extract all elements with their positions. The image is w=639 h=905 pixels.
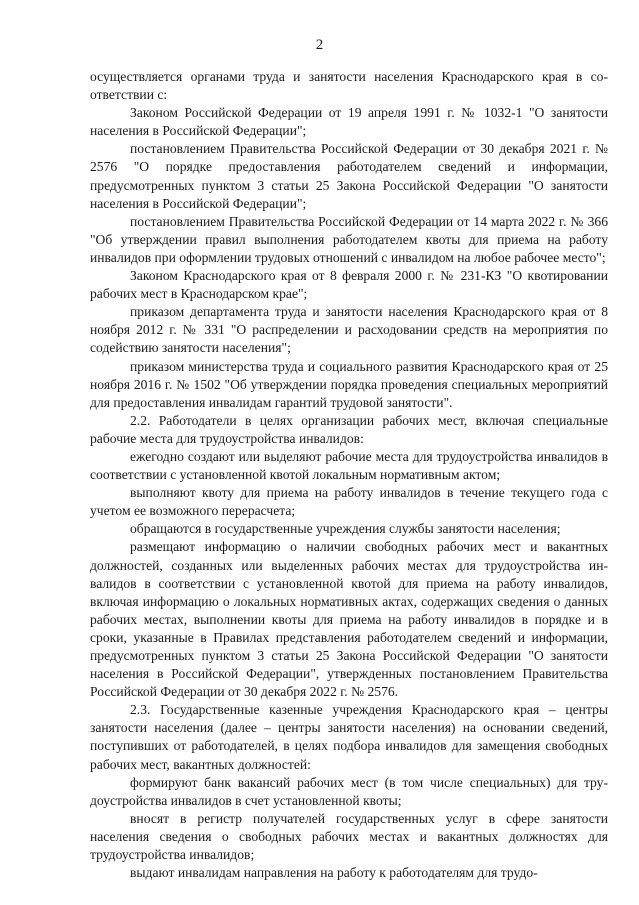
paragraph: вносят в регистр получателей государственных услуг в сфере занятости населения сведения о свободных рабочих местах и вакантных должностях для трудоустройства инвалидов;: [90, 810, 608, 863]
paragraph: выполняют квоту для приема на работу инвалидов в течение текущего года с учетом ее возможного перерасчета;: [90, 485, 608, 519]
paragraph: размещают информацию о наличии свободных рабочих мест и вакантных должностей, созданных или выделенных рабочих местах для трудоустройства инвалидов в соответствии с установленной квотой для приема на работу инвалидов, включая информацию о локальных нормативных актах, содержащих сведения о данных рабочих местах, выполнении квоты для приема на работу инвалидов в порядке и в сроки, указанные в Правилах представления работодателем сведений и информации, предусмотренных пунктом 3 статьи 25 Закона Российской Федерации "О занятости населения в Российской Федерации", утвержденных постановлением Правительства Российской Федерации от 30 декабря 2022 г. № 2576.: [90, 539, 608, 700]
paragraph: 2.3. Государственные казенные учреждения Краснодарского края – центры занятости населения (далее – центры занятости населения) на основании сведений, поступивших от работодателей, в целях подбора инвалидов для замещения свободных рабочих мест, вакантных должностей:: [90, 702, 608, 772]
paragraph: осуществляется органами труда и занятости населения Краснодарского края в соответствии с:: [90, 69, 608, 103]
paragraph: ежегодно создают или выделяют рабочие места для трудоустройства инвалидов в соответствии с установленной квотой локальным нормативным актом;: [90, 448, 608, 483]
paragraph: Законом Краснодарского края от 8 февраля 2000 г. № 231-КЗ "О квотировании рабочих мест в Краснодарском крае";: [90, 268, 608, 302]
paragraph: обращаются в государственные учреждения службы занятости населения;: [130, 521, 561, 537]
document-body: [90, 68, 608, 882]
paragraph: приказом министерства труда и социального развития Краснодарского края от 25 ноября 2016 г. № 1502 "Об утверждении порядка проведения специальных мероприятий для предоставления инвалидам гарантий трудовой занятости".: [90, 358, 608, 410]
paragraph: формируют банк вакансий рабочих мест (в том числе специальных) для трудоустройства инвалидов в счет установленной квоты;: [90, 774, 608, 808]
paragraph: выдают инвалидам направления на работу к работодателям для трудо-: [130, 865, 538, 881]
paragraph: постановлением Правительства Российской Федерации от 30 декабря 2021 г. № 2576 "О порядке предоставления работодателем сведений и информации, предусмотренных пунктом 3 статьи 25 Закона Российской Федерации "О занятости населения в Российской Федерации";: [90, 141, 608, 211]
paragraph: приказом департамента труда и занятости населения Краснодарского края от 8 ноября 2012 г. № 331 "О распределении и расходовании средств на мероприятия по содействию занятости населения";: [90, 304, 608, 356]
page-number: 2: [315, 37, 324, 53]
paragraph: 2.2. Работодатели в целях организации рабочих мест, включая специальные рабочие места для трудоустройства инвалидов:: [90, 412, 608, 446]
paragraph: Законом Российской Федерации от 19 апреля 1991 г. № 1032-1 "О занятости населения в Российской Федерации";: [90, 105, 608, 139]
paragraph: постановлением Правительства Российской Федерации от 14 марта 2022 г. № 366 "Об утверждении правил выполнения работодателем квоты для приема на работу инвалидов при оформлении трудовых отношений с инвалидом на любое рабочее место";: [90, 213, 608, 265]
